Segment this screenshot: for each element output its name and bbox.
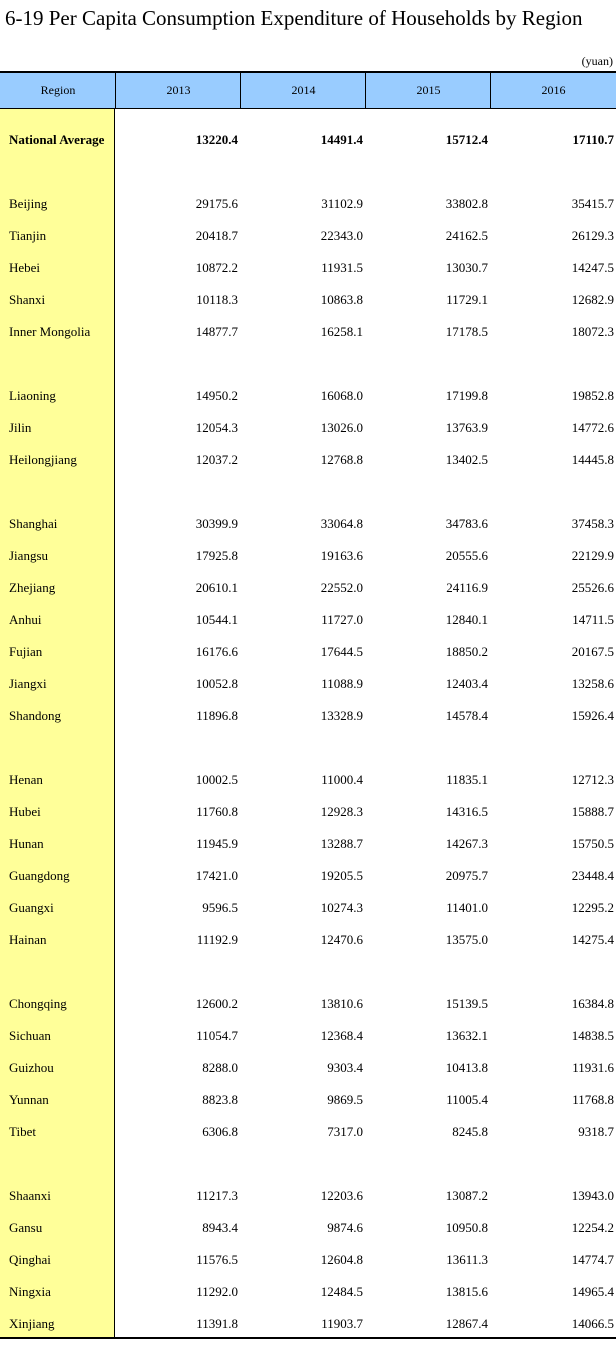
value-cell: 13763.9 bbox=[445, 420, 488, 435]
region-name: Anhui bbox=[9, 612, 42, 627]
region-name: Chongqing bbox=[9, 996, 67, 1011]
value-cell: 16258.1 bbox=[320, 324, 363, 339]
table-row bbox=[0, 892, 616, 924]
value-cell: 11835.1 bbox=[446, 772, 488, 787]
value-cell: 16176.6 bbox=[195, 644, 238, 659]
table-row bbox=[0, 764, 616, 796]
value-cell: 11401.0 bbox=[446, 900, 488, 915]
value-cell: 9303.4 bbox=[327, 1060, 363, 1075]
region-name: Jiangxi bbox=[9, 676, 47, 691]
value-cell: 15888.7 bbox=[571, 804, 614, 819]
value-cell: 12682.9 bbox=[571, 292, 614, 307]
value-cell: 12295.2 bbox=[571, 900, 614, 915]
value-cell: 12403.4 bbox=[445, 676, 488, 691]
header-region: Region bbox=[40, 83, 76, 97]
value-cell: 17644.5 bbox=[320, 644, 363, 659]
value-cell: 20418.7 bbox=[195, 228, 238, 243]
header-2015: 2015 bbox=[365, 73, 491, 108]
value-cell: 23448.4 bbox=[571, 868, 614, 883]
value-cell: 14877.7 bbox=[195, 324, 238, 339]
value-cell: 11931.5 bbox=[321, 260, 363, 275]
value-cell: 11576.5 bbox=[196, 1252, 238, 1267]
region-name: Jilin bbox=[9, 420, 32, 435]
value-cell: 11000.4 bbox=[321, 772, 363, 787]
value-cell: 12470.6 bbox=[320, 932, 363, 947]
region-name: Sichuan bbox=[9, 1028, 51, 1043]
value-cell: 13026.0 bbox=[320, 420, 363, 435]
table-row bbox=[0, 572, 616, 604]
value-cell: 12203.6 bbox=[320, 1188, 363, 1203]
table-row bbox=[0, 1084, 616, 1116]
table-row bbox=[0, 796, 616, 828]
value-cell: 30399.9 bbox=[195, 516, 238, 531]
value-cell: 10413.8 bbox=[445, 1060, 488, 1075]
region-name: Fujian bbox=[9, 644, 43, 659]
value-cell: 13810.6 bbox=[320, 996, 363, 1011]
value-cell: 12604.8 bbox=[320, 1252, 363, 1267]
table-row bbox=[0, 1212, 616, 1244]
region-name: Liaoning bbox=[9, 388, 56, 403]
value-cell: 22552.0 bbox=[320, 580, 363, 595]
value-cell: 11292.0 bbox=[196, 1284, 238, 1299]
table-header bbox=[0, 73, 616, 109]
value-cell: 14965.4 bbox=[571, 1284, 614, 1299]
value-cell: 35415.7 bbox=[571, 196, 614, 211]
region-name: National Average bbox=[9, 132, 105, 147]
region-name: Yunnan bbox=[9, 1092, 49, 1107]
table-title: 6-19 Per Capita Consumption Expenditure of Households by Region bbox=[5, 6, 583, 30]
table-row bbox=[0, 1180, 616, 1212]
value-cell: 34783.6 bbox=[445, 516, 488, 531]
value-cell: 11192.9 bbox=[196, 932, 238, 947]
region-name: Xinjiang bbox=[9, 1316, 55, 1331]
table-row bbox=[0, 380, 616, 412]
table-row bbox=[0, 924, 616, 956]
value-cell: 12600.2 bbox=[195, 996, 238, 1011]
value-cell: 11945.9 bbox=[196, 836, 238, 851]
value-cell: 9596.5 bbox=[202, 900, 238, 915]
region-name: Jiangsu bbox=[9, 548, 48, 563]
value-cell: 14950.2 bbox=[195, 388, 238, 403]
region-name: Ningxia bbox=[9, 1284, 51, 1299]
value-cell: 16384.8 bbox=[571, 996, 614, 1011]
region-name: Tianjin bbox=[9, 228, 47, 243]
table-row bbox=[0, 668, 616, 700]
value-cell: 13632.1 bbox=[445, 1028, 488, 1043]
region-name: Hubei bbox=[9, 804, 41, 819]
value-cell: 10118.3 bbox=[196, 292, 238, 307]
value-cell: 10052.8 bbox=[195, 676, 238, 691]
value-cell: 33802.8 bbox=[445, 196, 488, 211]
value-cell: 17178.5 bbox=[445, 324, 488, 339]
value-cell: 12484.5 bbox=[320, 1284, 363, 1299]
region-name: Guangdong bbox=[9, 868, 70, 883]
value-cell: 14445.8 bbox=[571, 452, 614, 467]
value-cell: 13328.9 bbox=[320, 708, 363, 723]
value-cell: 10274.3 bbox=[320, 900, 363, 915]
region-name: Shanghai bbox=[9, 516, 58, 531]
value-cell: 14275.4 bbox=[571, 932, 614, 947]
value-cell: 11931.6 bbox=[572, 1060, 614, 1075]
value-cell: 10872.2 bbox=[195, 260, 238, 275]
table-row bbox=[0, 700, 616, 732]
value-cell: 14247.5 bbox=[571, 260, 614, 275]
value-cell: 20975.7 bbox=[445, 868, 488, 883]
table-row bbox=[0, 252, 616, 284]
value-cell: 14838.5 bbox=[571, 1028, 614, 1043]
value-cell: 13258.6 bbox=[571, 676, 614, 691]
value-cell: 13611.3 bbox=[446, 1252, 488, 1267]
table-row bbox=[0, 636, 616, 668]
value-cell: 17110.7 bbox=[572, 132, 614, 147]
value-cell: 33064.8 bbox=[320, 516, 363, 531]
value-cell: 10950.8 bbox=[445, 1220, 488, 1235]
value-cell: 12054.3 bbox=[195, 420, 238, 435]
value-cell: 9318.7 bbox=[578, 1124, 614, 1139]
value-cell: 15712.4 bbox=[445, 132, 488, 147]
value-cell: 26129.3 bbox=[571, 228, 614, 243]
region-name: Gansu bbox=[9, 1220, 43, 1235]
value-cell: 11729.1 bbox=[446, 292, 488, 307]
value-cell: 29175.6 bbox=[195, 196, 238, 211]
value-cell: 13220.4 bbox=[195, 132, 238, 147]
value-cell: 18850.2 bbox=[445, 644, 488, 659]
value-cell: 16068.0 bbox=[320, 388, 363, 403]
value-cell: 20555.6 bbox=[445, 548, 488, 563]
table-row bbox=[0, 828, 616, 860]
region-name: Shandong bbox=[9, 708, 61, 723]
value-cell: 31102.9 bbox=[321, 196, 363, 211]
value-cell: 12712.3 bbox=[571, 772, 614, 787]
value-cell: 10544.1 bbox=[195, 612, 238, 627]
table-row bbox=[0, 220, 616, 252]
value-cell: 11768.8 bbox=[572, 1092, 614, 1107]
region-name: Heilongjiang bbox=[9, 452, 77, 467]
region-name: Hunan bbox=[9, 836, 44, 851]
region-name: Qinghai bbox=[9, 1252, 51, 1267]
table-row bbox=[0, 316, 616, 348]
value-cell: 12840.1 bbox=[445, 612, 488, 627]
table-row bbox=[0, 1020, 616, 1052]
value-cell: 9874.6 bbox=[327, 1220, 363, 1235]
value-cell: 14316.5 bbox=[445, 804, 488, 819]
value-cell: 13402.5 bbox=[445, 452, 488, 467]
value-cell: 7317.0 bbox=[327, 1124, 363, 1139]
value-cell: 19205.5 bbox=[320, 868, 363, 883]
value-cell: 14772.6 bbox=[571, 420, 614, 435]
value-cell: 11727.0 bbox=[321, 612, 363, 627]
value-cell: 11760.8 bbox=[196, 804, 238, 819]
value-cell: 13288.7 bbox=[320, 836, 363, 851]
table-row bbox=[0, 412, 616, 444]
value-cell: 8245.8 bbox=[452, 1124, 488, 1139]
value-cell: 11217.3 bbox=[196, 1188, 238, 1203]
table-row bbox=[0, 540, 616, 572]
table-row bbox=[0, 1116, 616, 1148]
unit-label: (yuan) bbox=[581, 54, 613, 68]
value-cell: 24162.5 bbox=[445, 228, 488, 243]
header-2013: 2013 bbox=[115, 73, 241, 108]
value-cell: 14711.5 bbox=[572, 612, 614, 627]
region-name: Tibet bbox=[9, 1124, 36, 1139]
value-cell: 17421.0 bbox=[195, 868, 238, 883]
value-cell: 18072.3 bbox=[571, 324, 614, 339]
row-spacer bbox=[0, 348, 616, 380]
value-cell: 13087.2 bbox=[445, 1188, 488, 1203]
value-cell: 15926.4 bbox=[571, 708, 614, 723]
value-cell: 14578.4 bbox=[445, 708, 488, 723]
value-cell: 11088.9 bbox=[321, 676, 363, 691]
value-cell: 8823.8 bbox=[202, 1092, 238, 1107]
value-cell: 25526.6 bbox=[571, 580, 614, 595]
value-cell: 24116.9 bbox=[446, 580, 488, 595]
value-cell: 11896.8 bbox=[196, 708, 238, 723]
value-cell: 11903.7 bbox=[321, 1316, 363, 1331]
table-row bbox=[0, 988, 616, 1020]
table-row bbox=[0, 1276, 616, 1308]
value-cell: 15139.5 bbox=[445, 996, 488, 1011]
table-row bbox=[0, 444, 616, 476]
row-spacer bbox=[0, 732, 616, 764]
value-cell: 14267.3 bbox=[445, 836, 488, 851]
value-cell: 9869.5 bbox=[327, 1092, 363, 1107]
table-row bbox=[0, 860, 616, 892]
value-cell: 10863.8 bbox=[320, 292, 363, 307]
region-name: Shanxi bbox=[9, 292, 46, 307]
value-cell: 14491.4 bbox=[320, 132, 363, 147]
value-cell: 12867.4 bbox=[445, 1316, 488, 1331]
bottom-rule bbox=[0, 1337, 616, 1339]
value-cell: 13943.0 bbox=[571, 1188, 614, 1203]
region-name: Shaanxi bbox=[9, 1188, 51, 1203]
value-cell: 17925.8 bbox=[195, 548, 238, 563]
row-spacer bbox=[0, 956, 616, 988]
value-cell: 20610.1 bbox=[195, 580, 238, 595]
row-spacer bbox=[0, 156, 616, 188]
table-row bbox=[0, 1308, 616, 1340]
table-row bbox=[0, 284, 616, 316]
value-cell: 37458.3 bbox=[571, 516, 614, 531]
region-name: Zhejiang bbox=[9, 580, 56, 595]
value-cell: 13575.0 bbox=[445, 932, 488, 947]
region-name: Guangxi bbox=[9, 900, 54, 915]
value-cell: 12368.4 bbox=[320, 1028, 363, 1043]
value-cell: 13030.7 bbox=[445, 260, 488, 275]
value-cell: 15750.5 bbox=[571, 836, 614, 851]
region-name: Henan bbox=[9, 772, 43, 787]
value-cell: 22129.9 bbox=[571, 548, 614, 563]
value-cell: 12254.2 bbox=[571, 1220, 614, 1235]
value-cell: 10002.5 bbox=[195, 772, 238, 787]
value-cell: 14066.5 bbox=[571, 1316, 614, 1331]
value-cell: 17199.8 bbox=[445, 388, 488, 403]
region-name: Hebei bbox=[9, 260, 41, 275]
table-row bbox=[0, 604, 616, 636]
value-cell: 22343.0 bbox=[320, 228, 363, 243]
region-name: Hainan bbox=[9, 932, 47, 947]
value-cell: 8943.4 bbox=[202, 1220, 238, 1235]
value-cell: 19852.8 bbox=[571, 388, 614, 403]
header-2016: 2016 bbox=[490, 73, 616, 108]
value-cell: 12928.3 bbox=[320, 804, 363, 819]
row-spacer bbox=[0, 476, 616, 508]
value-cell: 11054.7 bbox=[196, 1028, 238, 1043]
header-2014: 2014 bbox=[240, 73, 366, 108]
value-cell: 12768.8 bbox=[320, 452, 363, 467]
value-cell: 11391.8 bbox=[196, 1316, 238, 1331]
value-cell: 14774.7 bbox=[571, 1252, 614, 1267]
region-name: Guizhou bbox=[9, 1060, 54, 1075]
table-row bbox=[0, 1244, 616, 1276]
value-cell: 19163.6 bbox=[320, 548, 363, 563]
value-cell: 11005.4 bbox=[446, 1092, 488, 1107]
region-name: Inner Mongolia bbox=[9, 324, 91, 339]
value-cell: 20167.5 bbox=[571, 644, 614, 659]
value-cell: 8288.0 bbox=[202, 1060, 238, 1075]
value-cell: 12037.2 bbox=[195, 452, 238, 467]
table-row bbox=[0, 508, 616, 540]
table-row bbox=[0, 1052, 616, 1084]
region-name: Beijing bbox=[9, 196, 48, 211]
table-body bbox=[0, 124, 616, 1340]
table-row bbox=[0, 188, 616, 220]
value-cell: 13815.6 bbox=[445, 1284, 488, 1299]
value-cell: 6306.8 bbox=[202, 1124, 238, 1139]
row-spacer bbox=[0, 1148, 616, 1180]
table-row bbox=[0, 124, 616, 156]
